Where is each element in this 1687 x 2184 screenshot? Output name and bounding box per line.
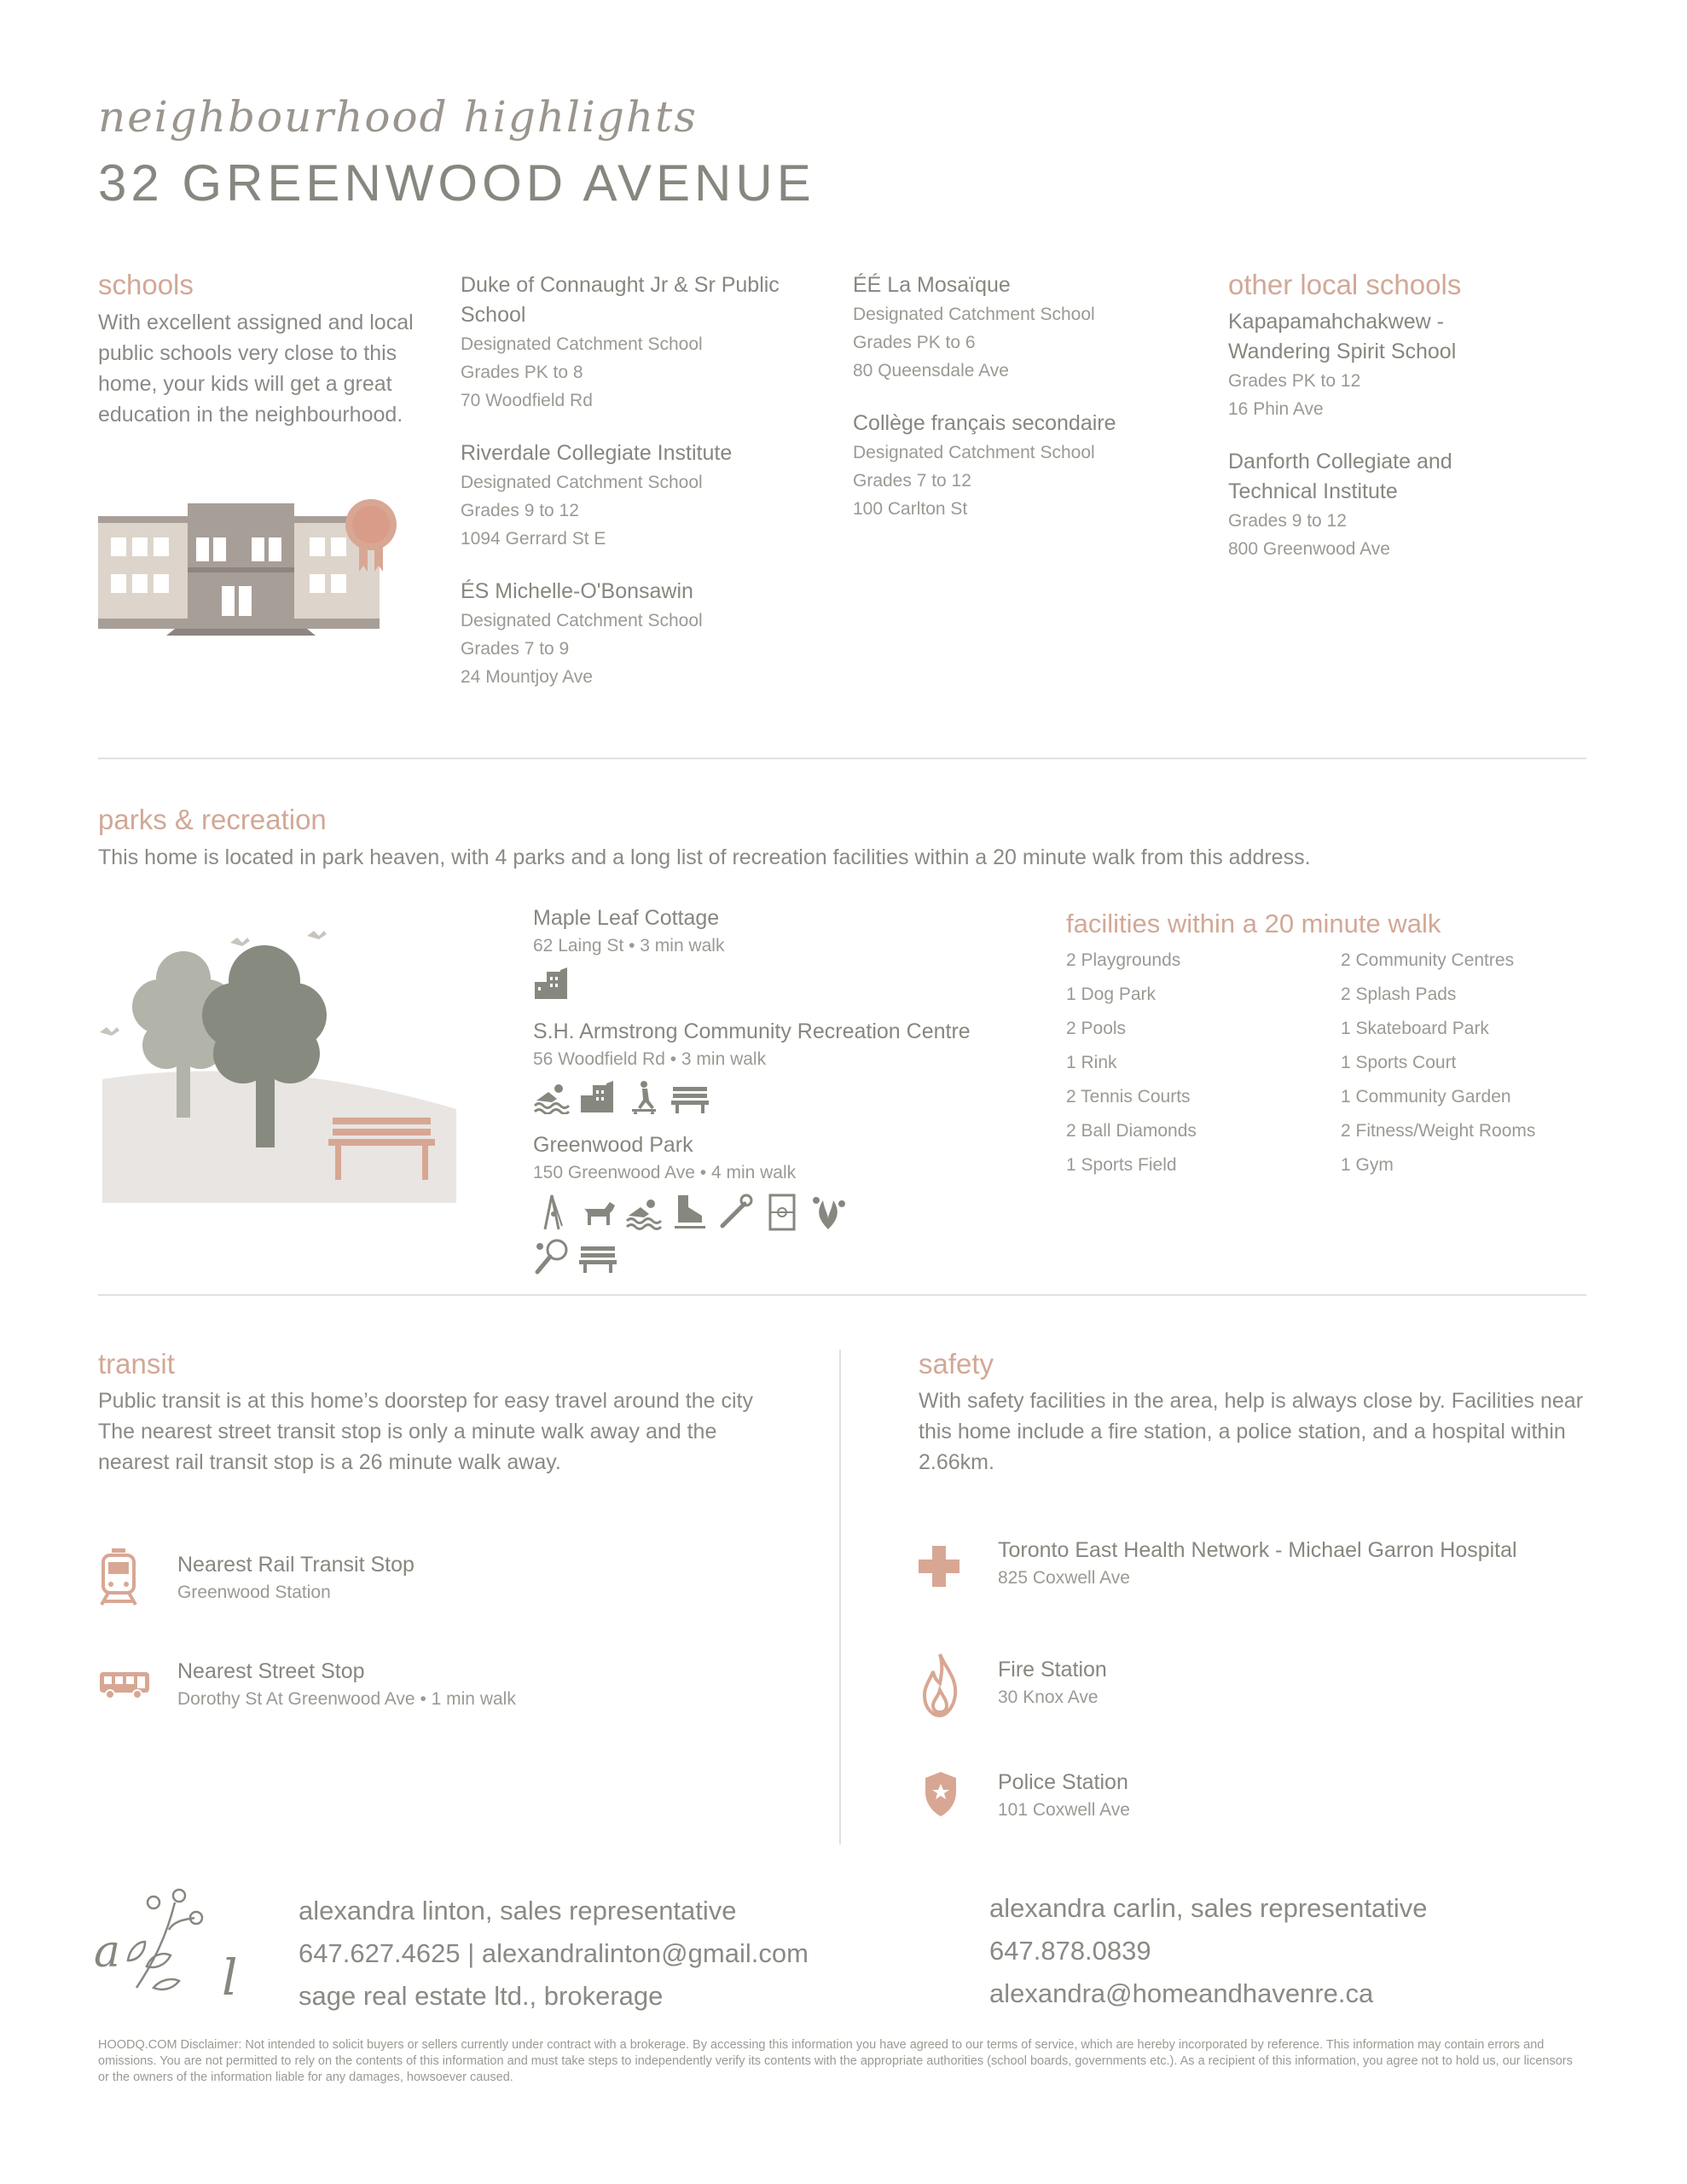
school-grades: Grades 7 to 12 xyxy=(853,471,971,491)
school-name: Collège français secondaire xyxy=(853,411,1116,435)
police-badge-icon xyxy=(924,1772,958,1816)
facilities-heading: facilities within a 20 minute walk xyxy=(1066,909,1441,938)
school-grades: Grades 9 to 12 xyxy=(1228,511,1347,531)
school-address: 100 Carlton St xyxy=(853,499,968,519)
school-address: 16 Phin Ave xyxy=(1228,399,1324,419)
school-entry xyxy=(1228,307,1501,423)
skateboard-icon xyxy=(625,1080,663,1114)
svg-text:l: l xyxy=(222,1949,238,2005)
park-address: 56 Woodfield Rd • 3 min walk xyxy=(533,1049,767,1069)
school-type: Designated Catchment School xyxy=(853,443,1095,462)
legal-disclaimer: HOODQ.COM Disclaimer: Not intended to solicit buyers or sellers currently under contract with a brokerage. By accessing this information you have agreed to our terms of service, which are hereby incorporated by reference. This information may contain errors and omissions. You are not permitted to rely on the contents of this information and must take steps to independently verify its contents with the appropriate authorities (school boards, governments etc.). As a recipient of this information, you agree not to hold us, our licensors or the owners of the information liable for any damages, howsoever caused. xyxy=(98,2038,1573,2084)
transit-intro: Public transit is at this home’s doorstep for easy travel around the city The nearest street transit stop is only a minute walk away and the nearest rail transit stop is a 26 minute walk away. xyxy=(98,1389,753,1474)
safety-intro: With safety facilities in the area, help is always close by. Facilities near this home include a fire station, a police station, and a hospital within 2.66km. xyxy=(919,1389,1584,1474)
school-type: Designated Catchment School xyxy=(461,473,703,492)
bench-icon xyxy=(671,1080,709,1114)
train-icon xyxy=(98,1548,139,1606)
transit-item xyxy=(177,1553,415,1603)
transit-item-sub: Dorothy St At Greenwood Ave • 1 min walk xyxy=(177,1689,516,1709)
facility-item: 1 Sports Court xyxy=(1341,1053,1457,1072)
section-divider xyxy=(98,758,1586,759)
agent-phone[interactable]: 647.878.0839 xyxy=(989,1936,1151,1966)
park-item xyxy=(533,1019,1028,1114)
park-list xyxy=(533,906,1028,1275)
agent-contact-left xyxy=(299,1890,809,2018)
school-name: Danforth Collegiate and Technical Institute xyxy=(1228,450,1452,503)
school-address: 70 Woodfield Rd xyxy=(461,391,593,410)
park-name: S.H. Armstrong Community Recreation Centre xyxy=(533,1019,971,1043)
park-amenity-icons xyxy=(533,1080,1028,1114)
school-entry xyxy=(461,439,802,553)
agent-email[interactable]: alexandra@homeandhavenre.ca xyxy=(989,1978,1374,2008)
agent-monogram-logo xyxy=(94,1885,264,2005)
safety-item xyxy=(998,1770,1130,1821)
safety-item-sub: 101 Coxwell Ave xyxy=(998,1800,1130,1820)
school-entry xyxy=(461,270,802,415)
agent-name: alexandra carlin, sales representative xyxy=(989,1893,1428,1923)
transit-item xyxy=(177,1659,516,1710)
bench-icon xyxy=(579,1238,617,1275)
transit-item-name: Nearest Rail Transit Stop xyxy=(177,1553,415,1577)
school-entry xyxy=(461,577,802,691)
facility-item: 2 Community Centres xyxy=(1341,950,1515,970)
school-name: Duke of Connaught Jr & Sr Public School xyxy=(461,273,780,327)
facilities-list-right xyxy=(1341,944,1597,1182)
park-address: 150 Greenwood Ave • 4 min walk xyxy=(533,1163,797,1182)
splash-pad-icon xyxy=(809,1194,847,1231)
facility-item: 2 Tennis Courts xyxy=(1066,1087,1191,1107)
schools-heading: schools xyxy=(98,269,194,300)
school-entry xyxy=(1228,447,1501,563)
facility-item: 1 Sports Field xyxy=(1066,1155,1177,1175)
pool-icon xyxy=(625,1194,663,1231)
pool-icon xyxy=(533,1080,571,1114)
transit-item-sub: Greenwood Station xyxy=(177,1583,331,1602)
transit-item-name: Nearest Street Stop xyxy=(177,1659,365,1683)
school-column-2 xyxy=(853,270,1194,523)
park-name: Maple Leaf Cottage xyxy=(533,906,720,930)
safety-heading: safety xyxy=(919,1348,994,1380)
safety-item-name: Toronto East Health Network - Michael Garron Hospital xyxy=(998,1538,1517,1562)
hospital-cross-icon xyxy=(919,1546,959,1587)
school-address: 800 Greenwood Ave xyxy=(1228,539,1390,559)
school-grades: Grades 9 to 12 xyxy=(461,501,579,520)
column-divider xyxy=(839,1350,841,1844)
facility-item: 1 Skateboard Park xyxy=(1341,1019,1489,1038)
ice-skate-icon xyxy=(671,1194,709,1231)
safety-item xyxy=(998,1658,1107,1708)
school-column-1 xyxy=(461,270,802,691)
community-centre-icon xyxy=(579,1080,617,1114)
park-item xyxy=(533,906,1028,1001)
safety-item-name: Fire Station xyxy=(998,1658,1107,1682)
facility-item: 2 Splash Pads xyxy=(1341,985,1457,1004)
safety-item-sub: 825 Coxwell Ave xyxy=(998,1568,1130,1588)
school-type: Designated Catchment School xyxy=(461,611,703,630)
school-name: Kapapamahchakwew - Wandering Spirit School xyxy=(1228,310,1457,363)
other-schools-heading: other local schools xyxy=(1228,269,1462,300)
school-building-illustration xyxy=(98,491,405,644)
facility-item: 1 Community Garden xyxy=(1341,1087,1511,1107)
facility-item: 2 Pools xyxy=(1066,1019,1127,1038)
dog-park-icon xyxy=(579,1194,617,1231)
facility-item: 1 Dog Park xyxy=(1066,985,1157,1004)
school-type: Designated Catchment School xyxy=(461,334,703,354)
parks-intro: This home is located in park heaven, with 4 parks and a long list of recreation facilities within a 20 minute walk from this address. xyxy=(98,845,1311,869)
safety-item xyxy=(998,1538,1517,1589)
agent-name: alexandra linton, sales representative xyxy=(299,1896,737,1926)
school-entry xyxy=(853,409,1194,523)
school-grades: Grades PK to 12 xyxy=(1228,371,1361,391)
section-divider xyxy=(98,1294,1586,1296)
agent-phone-email[interactable]: 647.627.4625 | alexandralinton@gmail.com xyxy=(299,1938,809,1968)
bus-icon xyxy=(98,1670,151,1699)
script-subtitle: neighbourhood highlights xyxy=(98,92,698,142)
school-address: 1094 Gerrard St E xyxy=(461,529,606,549)
park-amenity-icons xyxy=(533,967,1028,1001)
facility-item: 2 Playgrounds xyxy=(1066,950,1181,970)
sports-field-icon xyxy=(763,1194,801,1231)
facility-item: 2 Ball Diamonds xyxy=(1066,1121,1197,1141)
school-address: 80 Queensdale Ave xyxy=(853,361,1009,380)
park-illustration xyxy=(98,926,465,1207)
school-grades: Grades 7 to 9 xyxy=(461,639,570,659)
park-address: 62 Laing St • 3 min walk xyxy=(533,936,725,956)
school-column-3 xyxy=(1228,307,1501,563)
school-address: 24 Mountjoy Ave xyxy=(461,667,593,687)
park-name: Greenwood Park xyxy=(533,1133,693,1157)
schools-intro: With excellent assigned and local public schools very close to this home, your kids will get a great education in the neighbourhood. xyxy=(98,311,414,427)
transit-heading: transit xyxy=(98,1348,175,1380)
school-entry xyxy=(853,270,1194,385)
tennis-icon xyxy=(533,1238,571,1275)
safety-item-name: Police Station xyxy=(998,1770,1128,1794)
agent-contact-right xyxy=(989,1887,1428,2015)
school-grades: Grades PK to 8 xyxy=(461,363,583,382)
safety-item-sub: 30 Knox Ave xyxy=(998,1687,1099,1707)
facility-item: 2 Fitness/Weight Rooms xyxy=(1341,1121,1536,1141)
facility-item: 1 Gym xyxy=(1341,1155,1394,1175)
facility-item: 1 Rink xyxy=(1066,1053,1117,1072)
page-title: 32 GREENWOOD AVENUE xyxy=(98,154,815,212)
school-name: Riverdale Collegiate Institute xyxy=(461,441,733,465)
school-grades: Grades PK to 6 xyxy=(853,333,976,352)
community-centre-icon xyxy=(533,967,571,1001)
flame-icon xyxy=(921,1653,959,1717)
playground-slide-icon xyxy=(533,1194,571,1231)
school-type: Designated Catchment School xyxy=(853,305,1095,324)
school-name: ÉÉ La Mosaïque xyxy=(853,273,1011,297)
park-item xyxy=(533,1133,1028,1275)
svg-text:a: a xyxy=(94,1926,121,1978)
park-amenity-icons xyxy=(533,1194,874,1275)
school-name: ÉS Michelle-O'Bonsawin xyxy=(461,579,693,603)
agent-brokerage: sage real estate ltd., brokerage xyxy=(299,1981,664,2011)
facilities-list-left xyxy=(1066,944,1322,1182)
baseball-bat-icon xyxy=(717,1194,755,1231)
parks-heading: parks & recreation xyxy=(98,804,327,835)
